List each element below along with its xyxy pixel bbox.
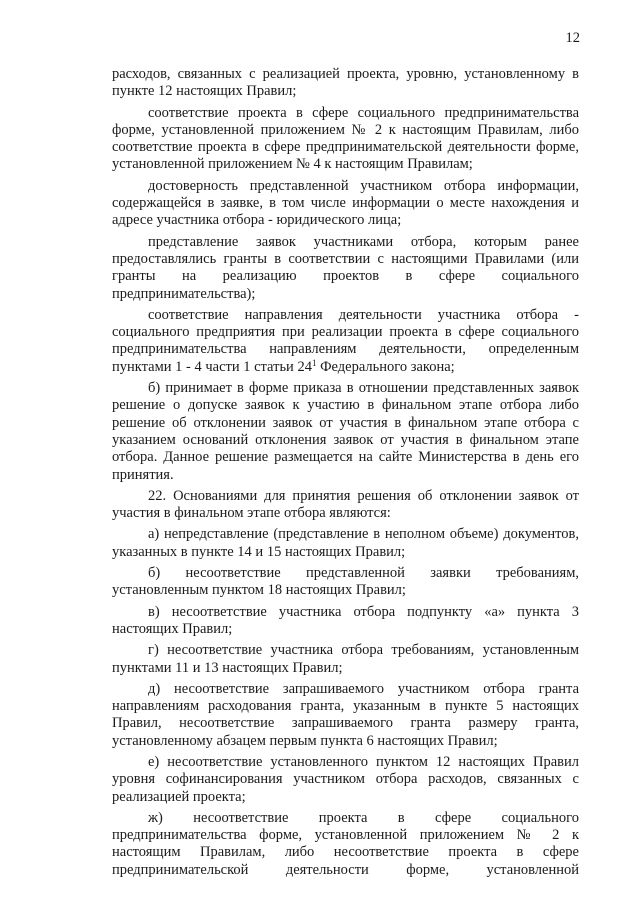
paragraph-previous-grants: представление заявок участниками отбора, которым ранее предоставлялись гранты в соответствии с настоящими Правилами (или гранты на реализацию проектов в сфере социального предпринимательства); — [112, 233, 579, 302]
page-number: 12 — [565, 30, 580, 46]
paragraph-item-zh: ж) несоответствие проекта в сфере социального предпринимательства форме, установленной приложением № 2 к настоящим Правилам, либо несоответствие проекта в сфере предпринимательской деятельности форме, установленной — [112, 809, 579, 878]
paragraph-section-22-heading: 22. Основаниями для принятия решения об отклонении заявок от участия в финальном этапе отбора являются: — [112, 487, 579, 522]
activity-direction-text: соответствие направления деятельности участника отбора - социального предприятия при реализации проекта в сфере социального предпринимательства направлениям деятельности, определенным пунктами 1 - 4 части 1 статьи 24 — [112, 306, 579, 375]
body-text — [112, 66, 579, 879]
paragraph-item-v: в) несоответствие участника отбора подпункту «а» пункта 3 настоящих Правил; — [112, 603, 579, 637]
paragraph-item-a: а) непредставление (представление в неполном объеме) документов, указанных в пункте 14 и 15 настоящих Правил; — [112, 526, 579, 560]
paragraph-expense-level: расходов, связанных с реализацией проекта, уровню, установленному в пункте 12 настоящих Правил; — [112, 66, 579, 100]
paragraph-item-d: д) несоответствие запрашиваемого участником отбора гранта направлениям расходования гранта, указанным в пункте 5 настоящих Правил, несоответствие запрашиваемого гранта размеру гранта, установленному абзацем первым пункта 6 настоящих Правил; — [112, 680, 579, 749]
paragraph-information-accuracy: достоверность представленной участником отбора информации, содержащейся в заявке, в том числе информации о месте нахождения и адресе участника отбора - юридического лица; — [112, 177, 579, 229]
paragraph-admission-decision: б) принимает в форме приказа в отношении представленных заявок решение о допуске заявок к участию в финальном этапе отбора либо решение об отклонении заявок от участия в финальном этапе отбора с указанием оснований отклонения заявок от участия в финальном этапе отбора. Данное решение размещается на сайте Министерства в день его принятия. — [112, 380, 579, 483]
article-superscript: 1 — [311, 357, 317, 368]
paragraph-item-b: б) несоответствие представленной заявки требованиям, установленным пунктом 18 настоящих Правил; — [112, 565, 579, 599]
paragraph-project-form-compliance: соответствие проекта в сфере социального предпринимательства форме, установленной приложением № 2 к настоящим Правилам, либо соответствие проекта в сфере предпринимательской деятельности форме, установленной приложением № 4 к настоящим Правилам; — [112, 104, 579, 173]
paragraph-item-g: г) несоответствие участника отбора требованиям, установленным пунктами 11 и 13 настоящих Правил; — [112, 642, 579, 676]
paragraph-item-e: е) несоответствие установленного пунктом 12 настоящих Правил уровня софинансирования участником отбора расходов, связанных с реализацией проекта; — [112, 753, 579, 805]
paragraph-activity-direction — [112, 307, 579, 376]
activity-direction-tail: Федерального закона; — [316, 358, 455, 375]
